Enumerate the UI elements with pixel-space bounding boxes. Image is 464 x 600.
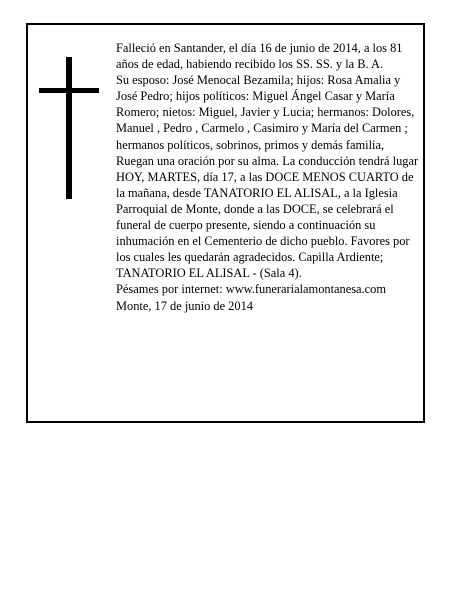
funeral-details: Ruegan una oración por su alma. La conducción tendrá lugar HOY, MARTES, día 17, a las DOCE MENOS CUARTO de la mañana, desde TANATORIO EL ALISAL, a la Iglesia Parroquial de Monte, donde a las DOCE, se celebrará el funeral de cuerpo presente, siendo a continuación su inhumación en el Cementerio de dicho pueblo. Favores por los cuales les quedarán agradecidos. Capilla Ardiente; TANATORIO EL ALISAL - (Sala 4). <box>116 153 419 281</box>
cross-icon <box>39 57 99 199</box>
death-announcement: Falleció en Santander, el día 16 de junio de 2014, a los 81 años de edad, habiendo recibido los SS. SS. y la B. A. <box>116 41 403 72</box>
condolences-line: Pésames por internet: www.funerarialamontanesa.com <box>116 282 386 297</box>
cross-horizontal-bar <box>39 88 99 93</box>
obituary-text <box>116 40 422 314</box>
obituary-notice-frame <box>26 23 425 423</box>
cross-vertical-bar <box>66 57 72 199</box>
family-list: Su esposo: José Menocal Bezamila; hijos: Rosa Amalia y José Pedro; hijos políticos: Miguel Ángel Casar y María Romero; nietos: Miguel, Javier y Lucia; hermanos: Dolores, Manuel , Pedro , Carmelo , Casimiro y María del Carmen ; hermanos políticos, sobrinos, primos y demás familia, <box>116 73 415 152</box>
date-line: Monte, 17 de junio de 2014 <box>116 298 253 313</box>
